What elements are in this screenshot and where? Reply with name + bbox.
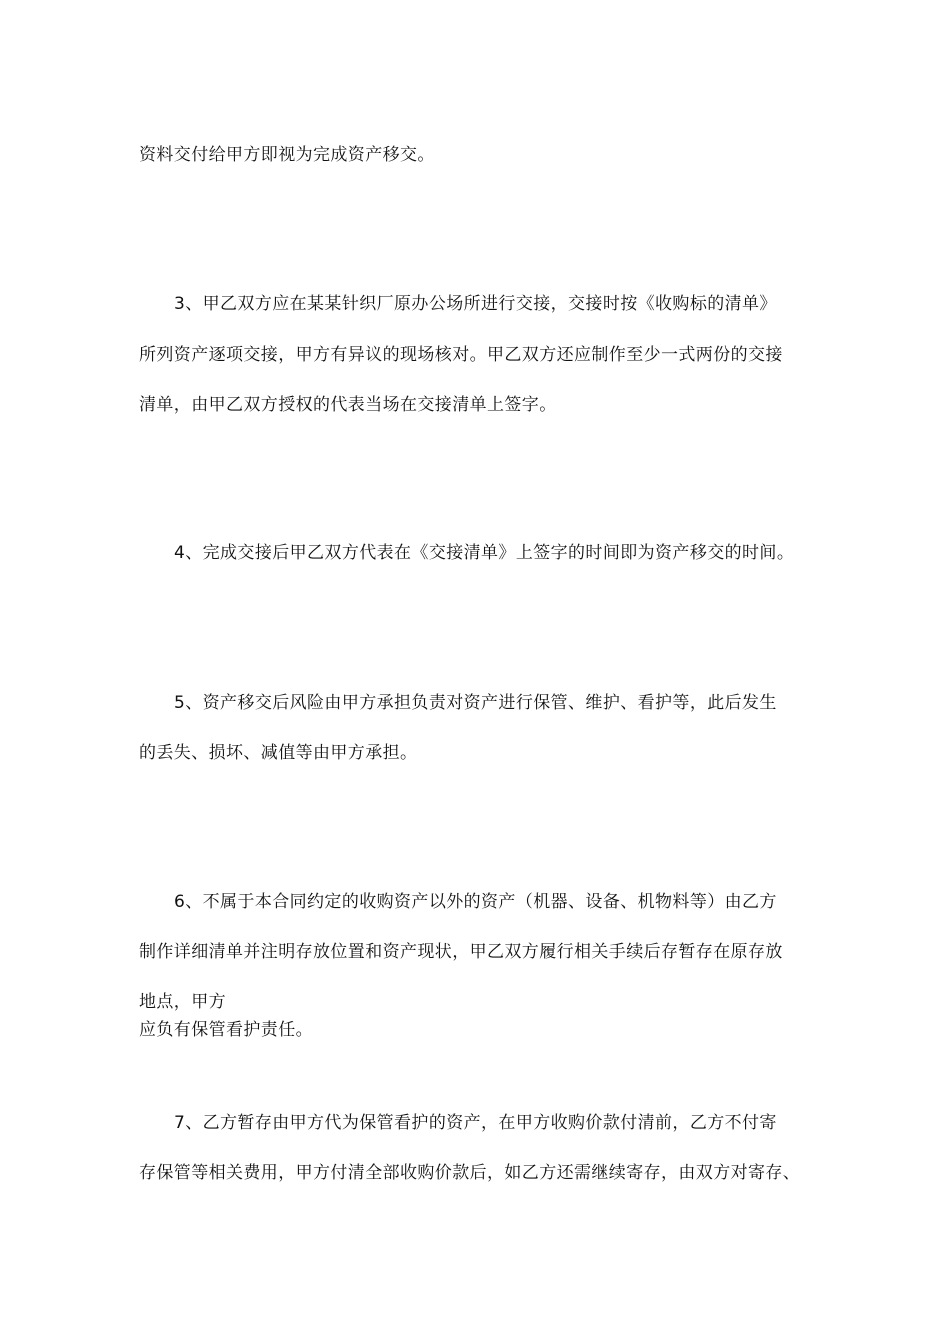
- clause-5-line-2: 的丢失、损坏、减值等由甲方承担。: [139, 743, 418, 763]
- clause-7-line-1: 7、乙方暂存由甲方代为保管看护的资产，在甲方收购价款付清前，乙方不付寄: [174, 1113, 777, 1133]
- clause-7-line-2: 存保管等相关费用，甲方付清全部收购价款后，如乙方还需继续寄存，由双方对寄存、: [139, 1163, 801, 1183]
- clause-6-line-3: 地点，甲方: [139, 992, 226, 1012]
- clause-3-line-1: 3、甲乙双方应在某某针织厂原办公场所进行交接，交接时按《收购标的清单》: [174, 294, 777, 314]
- clause-3-line-3: 清单，由甲乙双方授权的代表当场在交接清单上签字。: [139, 395, 557, 415]
- text-line: 资料交付给甲方即视为完成资产移交。: [139, 145, 435, 165]
- clause-6-line-4: 应负有保管看护责任。: [139, 1020, 313, 1040]
- clause-5-line-1: 5、资产移交后风险由甲方承担负责对资产进行保管、维护、看护等，此后发生: [174, 693, 777, 713]
- clause-6-line-1: 6、不属于本合同约定的收购资产以外的资产（机器、设备、机物料等）由乙方: [174, 892, 777, 912]
- clause-4-line-1: 4、完成交接后甲乙双方代表在《交接清单》上签字的时间即为资产移交的时间。: [174, 543, 795, 563]
- clause-6-line-2: 制作详细清单并注明存放位置和资产现状，甲乙双方履行相关手续后存暂存在原存放: [139, 942, 783, 962]
- clause-3-line-2: 所列资产逐项交接，甲方有异议的现场核对。甲乙双方还应制作至少一式两份的交接: [139, 345, 783, 365]
